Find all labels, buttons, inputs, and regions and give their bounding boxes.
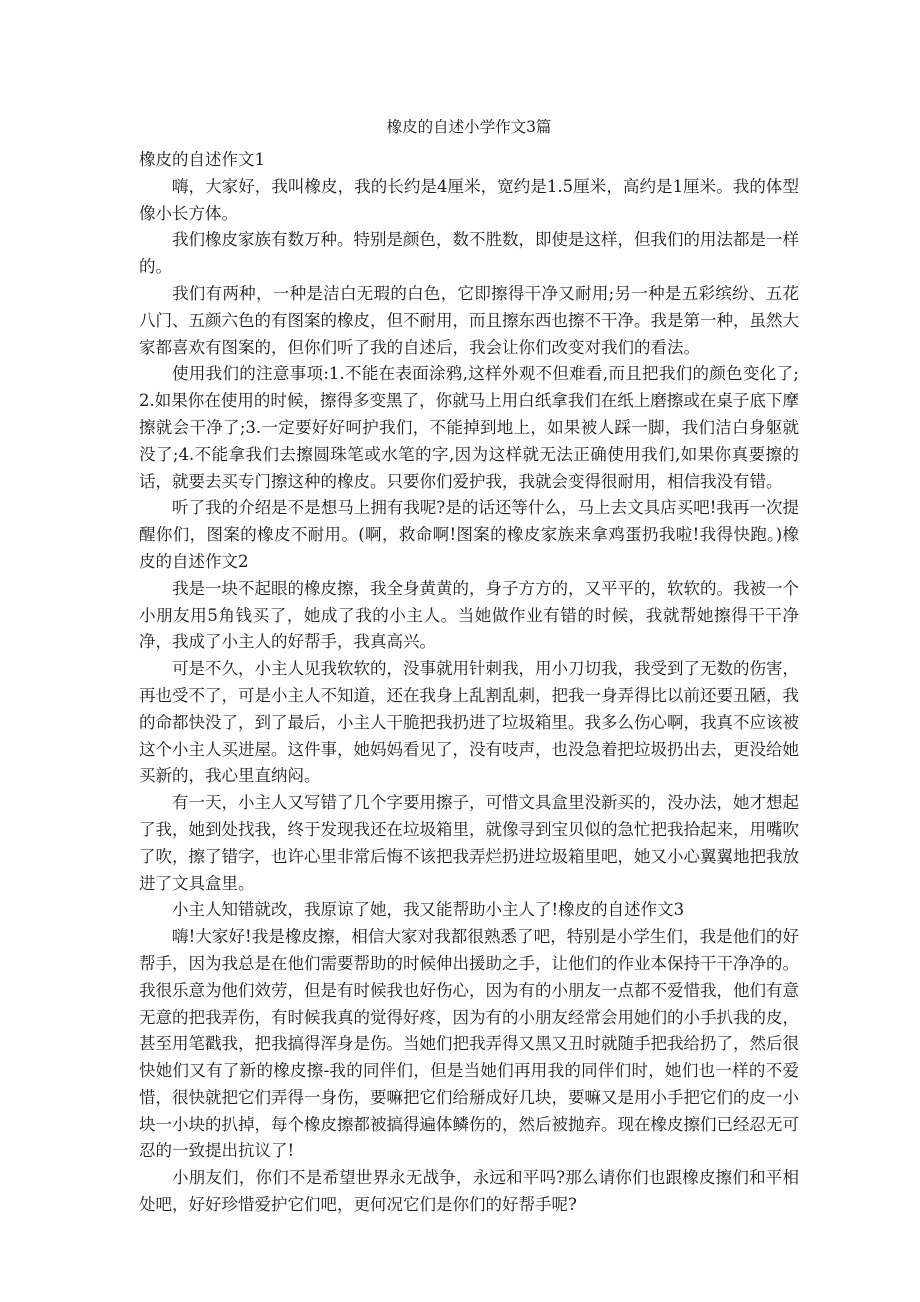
section-heading-2: 橡皮的自述作文2 [139,525,800,571]
paragraph: 嗨，大家好，我叫橡皮，我的长约是4厘米，宽约是1.5厘米，高约是1厘米。我的体型像小长方体。 [139,176,799,223]
paragraph: 可是不久，小主人见我软软的，没事就用针刺我，用小刀切我，我受到了无数的伤害，再也受不了，可是小主人不知道，还在我身上乱割乱刺，把我一身弄得比以前还要丑陋，我的命都快没了，到了最后，小主人干脆把我扔进了垃圾箱里。我多么伤心啊，我真不应该被这个小主人买进屋。这件事，她妈妈看见了，没有吱声，也没急着把垃圾扔出去，更没给她买新的，我心里直纳闷。 [139,659,799,786]
paragraph: 我是一块不起眼的橡皮擦，我全身黄黄的，身子方方的，又平平的，软软的。我被一个小朋友用5角钱买了，她成了我的小主人。当她做作业有错的时候，我就帮她擦得干干净净，我成了小主人的好帮手，我真高兴。 [139,578,799,652]
paragraph: 有一天，小主人又写错了几个字要用擦子，可惜文具盒里没新买的，没办法，她才想起了我，她到处找我，终于发现我还在垃圾箱里，就像寻到宝贝似的急忙把我拾起来，用嘴吹了吹，擦了错字，也许心里非常后悔不该把我弄烂扔进垃圾箱里吧，她又小心翼翼地把我放进了文具盒里。 [139,793,799,893]
paragraph [139,495,799,575]
paragraph: 嗨!大家好!我是橡皮擦，相信大家对我都很熟悉了吧，特别是小学生们，我是他们的好帮手，因为我总是在他们需要帮助的时候伸出援助之手，让他们的作业本保持干干净净的。我很乐意为他们效劳，但是有时候我也好伤心，因为有的小朋友一点都不爱惜我，他们有意无意的把我弄伤，有时候我真的觉得好疼，因为有的小朋友经常会用她们的小手扒我的皮，甚至用笔戳我，把我搞得浑身是伤。当她们把我弄得又黑又丑时就随手把我给扔了，然后很快她们又有了新的橡皮擦-我的同伴们，但是当她们再用我的同伴们时，她们也一样的不爱惜，很快就把它们弄得一身伤，要嘛把它们给掰成好几块，要嘛又是用小手把它们的皮一小块一小块的扒掉，每个橡皮擦都被搞得遍体鳞伤的，然后被抛弃。现在橡皮擦们已经忍无可忍的一致提出抗议了! [139,927,799,1161]
paragraph [139,897,799,924]
paragraph-text: 小主人知错就改，我原谅了她，我又能帮助小主人了! [172,900,559,920]
paragraph: 我们有两种，一种是洁白无瑕的白色，它即擦得干净又耐用;另一种是五彩缤纷、五花八门、五颜六色的有图案的橡皮，但不耐用，而且擦东西也擦不干净。我是第一种，虽然大家都喜欢有图案的，但你们听了我的自述后，我会让你们改变对我们的看法。 [139,283,799,357]
paragraph: 我们橡皮家族有数万种。特别是颜色，数不胜数，即使是这样，但我们的用法都是一样的。 [139,230,799,277]
document-page [139,114,799,1219]
paragraph-text: 听了我的介绍是不是想马上拥有我呢?是的话还等什么，马上去文具店买吧!我再一次提醒你们，图案的橡皮不耐用。(啊，救命啊!图案的橡皮家族来拿鸡蛋扔我啦!我得快跑。) [139,498,799,545]
section-heading-1: 橡皮的自述作文1 [139,150,265,169]
paragraph: 使用我们的注意事项:1.不能在表面涂鸦,这样外观不但难看,而且把我们的颜色变化了;2.如果你在使用的时候，擦得多变黑了，你就马上用白纸拿我们在纸上磨擦或在桌子底下摩擦就会干净了;3.一定要好好呵护我们，不能掉到地上，如果被人踩一脚，我们洁白身躯就没了;4.不能拿我们去擦圆珠笔或水笔的字,因为这样就无法正确使用我们,如果你真要擦的话，就要去买专门擦这种的橡皮。只要你们爱护我，我就会变得很耐用，相信我没有错。 [139,364,799,491]
section-heading-3: 橡皮的自述作文3 [558,900,685,920]
document-title: 橡皮的自述小学作文3篇 [386,118,552,136]
paragraph: 小朋友们，你们不是希望世界永无战争，永远和平吗?那么请你们也跟橡皮擦们和平相处吧，好好珍惜爱护它们吧，更何况它们是你们的好帮手呢? [139,1168,799,1215]
